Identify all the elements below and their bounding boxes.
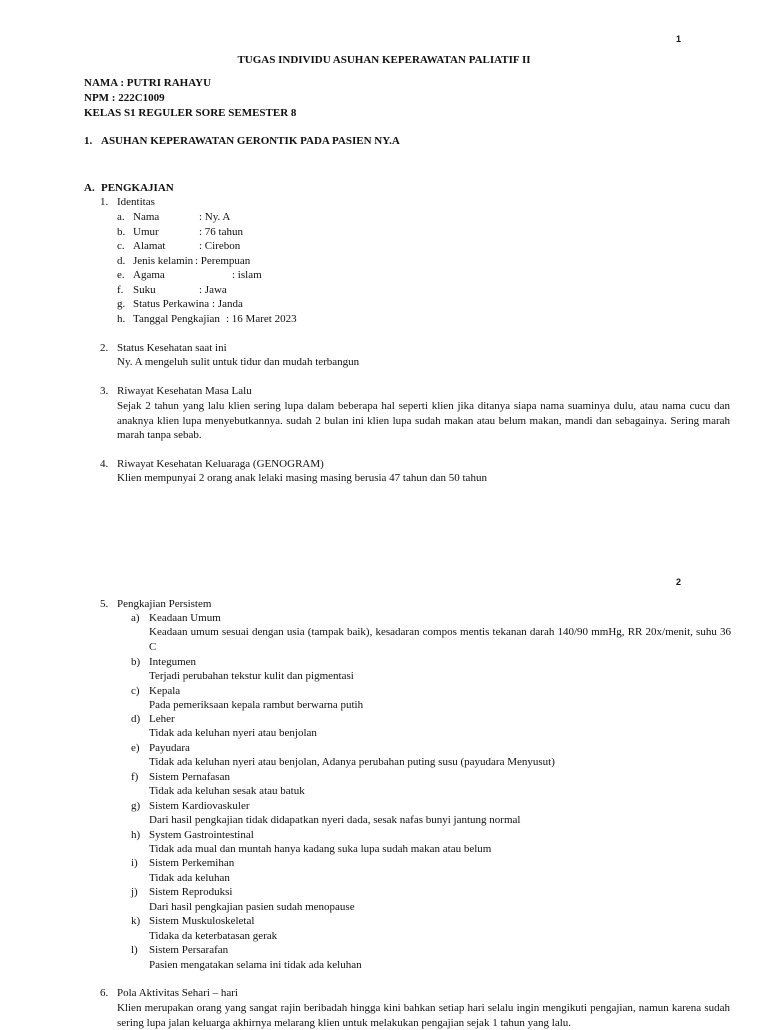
- system-finding: Tidak ada mual dan muntah hanya kadang suka lupa sudah makan atau belum: [149, 843, 492, 855]
- system-finding: Tidak ada keluhan nyeri atau benjolan: [149, 727, 317, 739]
- identity-value: : Jawa: [199, 284, 227, 296]
- system-letter: h): [131, 829, 141, 841]
- system-letter: j): [131, 886, 138, 898]
- item-number: 4.: [100, 458, 109, 470]
- system-letter: g): [131, 800, 141, 812]
- identity-value: : 16 Maret 2023: [226, 313, 297, 325]
- system-name: Payudara: [149, 742, 190, 754]
- system-letter: f): [131, 771, 139, 783]
- identity-value: : Cirebon: [199, 240, 241, 252]
- identity-label: Status Perkawina: [133, 298, 210, 310]
- page-number: 2: [676, 577, 682, 587]
- identity-label: Agama: [133, 269, 165, 281]
- identity-letter: g.: [117, 298, 126, 310]
- section-title: ASUHAN KEPERAWATAN GERONTIK PADA PASIEN NY.A: [101, 135, 400, 147]
- item-number: 3.: [100, 385, 109, 397]
- system-finding: Dari hasil pengkajian pasien sudah menopause: [149, 901, 355, 913]
- system-finding: Pada pemeriksaan kepala rambut berwarna putih: [149, 699, 364, 711]
- system-letter: c): [131, 685, 140, 697]
- item-body: Klien merupakan orang yang sangat rajin beribadah hingga kini bahkan setiap hari selalu ingin mengikuti pengajian, namun karena sudah sering lupa jalan keluarga akhirnya melarang klien untuk melakukan pengajian sejak 1 tahun yang lalu.: [117, 1002, 730, 1029]
- system-name: Sistem Muskuloskeletal: [149, 915, 255, 927]
- system-name: Sistem Reproduksi: [149, 886, 233, 898]
- item-number: 5.: [100, 598, 109, 610]
- system-finding: Keadaan umum sesuai dengan usia (tampak baik), kesadaran compos mentis tekanan darah 140/90 mmHg, RR 20x/menit, suhu 36 C: [149, 626, 731, 653]
- system-finding: Tidak ada keluhan: [149, 872, 230, 884]
- item-heading: Riwayat Kesehatan Keluaraga (GENOGRAM): [117, 458, 324, 470]
- identity-value: : Perempuan: [195, 255, 251, 267]
- system-name: Keadaan Umum: [149, 612, 221, 624]
- system-finding: Tidak ada keluhan sesak atau batuk: [149, 785, 305, 797]
- item-number: 1.: [100, 196, 109, 208]
- item-body: Sejak 2 tahun yang lalu klien sering lupa dalam beberapa hal seperti klien jika ditanya siapa nama suaminya dulu, atau nama cucu dan anaknya klien lupa menyebutkannya. sudah 2 bulan ini klien lupa sudah makan atau belum makan, mandi dan sebagainya. Sering marah marah tanpa sebab.: [117, 400, 730, 441]
- system-name: Sistem Kardiovaskuler: [149, 800, 250, 812]
- system-letter: k): [131, 915, 141, 927]
- item-body: Klien mempunyai 2 orang anak lelaki masing masing berusia 47 tahun dan 50 tahun: [117, 472, 487, 484]
- system-name: Sistem Perkemihan: [149, 857, 235, 869]
- identity-label: Jenis kelamin: [133, 255, 194, 267]
- student-class: KELAS S1 REGULER SORE SEMESTER 8: [84, 107, 297, 119]
- system-name: Leher: [149, 713, 175, 725]
- system-finding: Dari hasil pengkajian tidak didapatkan nyeri dada, sesak nafas bunyi jantung normal: [149, 814, 521, 826]
- identity-label: Suku: [133, 284, 156, 296]
- item-heading: Pola Aktivitas Sehari – hari: [117, 987, 238, 999]
- item-heading: Identitas: [117, 196, 155, 208]
- system-finding: Tidak ada keluhan nyeri atau benjolan, Adanya perubahan puting susu (payudara Menyusut): [149, 756, 555, 768]
- identity-value: : 76 tahun: [199, 226, 243, 238]
- identity-letter: a.: [117, 211, 125, 223]
- identity-label: Umur: [133, 226, 159, 238]
- student-npm: NPM : 222C1009: [84, 92, 165, 104]
- item-heading: Riwayat Kesehatan Masa Lalu: [117, 385, 252, 397]
- identity-letter: b.: [117, 226, 126, 238]
- system-letter: b): [131, 656, 141, 668]
- item-heading: Pengkajian Persistem: [117, 598, 212, 610]
- system-finding: Tidaka da keterbatasan gerak: [149, 930, 278, 942]
- system-letter: e): [131, 742, 140, 754]
- identity-letter: f.: [117, 284, 124, 296]
- identity-value: : Janda: [212, 298, 243, 310]
- system-letter: d): [131, 713, 141, 725]
- document-title: TUGAS INDIVIDU ASUHAN KEPERAWATAN PALIATIF II: [237, 54, 531, 66]
- system-name: System Gastrointestinal: [149, 829, 254, 841]
- item-heading: Status Kesehatan saat ini: [117, 342, 227, 354]
- student-name: NAMA : PUTRI RAHAYU: [84, 77, 212, 89]
- system-letter: l): [131, 944, 138, 956]
- system-finding: Pasien mengatakan selama ini tidak ada keluhan: [149, 959, 362, 971]
- system-finding: Terjadi perubahan tekstur kulit dan pigmentasi: [149, 670, 354, 682]
- identity-label: Alamat: [133, 240, 166, 252]
- system-name: Integumen: [149, 656, 197, 668]
- system-name: Kepala: [149, 685, 181, 697]
- identity-letter: e.: [117, 269, 125, 281]
- item-body: Ny. A mengeluh sulit untuk tidur dan mudah terbangun: [117, 356, 360, 368]
- section-number: 1.: [84, 135, 93, 147]
- identity-letter: c.: [117, 240, 125, 252]
- system-letter: i): [131, 857, 138, 869]
- identity-letter: h.: [117, 313, 126, 325]
- identity-value: : Ny. A: [199, 211, 231, 223]
- system-name: Sistem Persarafan: [149, 944, 229, 956]
- identity-letter: d.: [117, 255, 126, 267]
- subsection-letter: A.: [84, 182, 95, 194]
- page-number: 1: [676, 34, 682, 44]
- subsection-title: PENGKAJIAN: [101, 182, 174, 194]
- item-number: 6.: [100, 987, 109, 999]
- item-number: 2.: [100, 342, 109, 354]
- system-name: Sistem Pernafasan: [149, 771, 230, 783]
- identity-label: Nama: [133, 211, 160, 223]
- system-letter: a): [131, 612, 140, 624]
- identity-label: Tanggal Pengkajian: [133, 313, 220, 325]
- identity-value: : islam: [232, 269, 262, 281]
